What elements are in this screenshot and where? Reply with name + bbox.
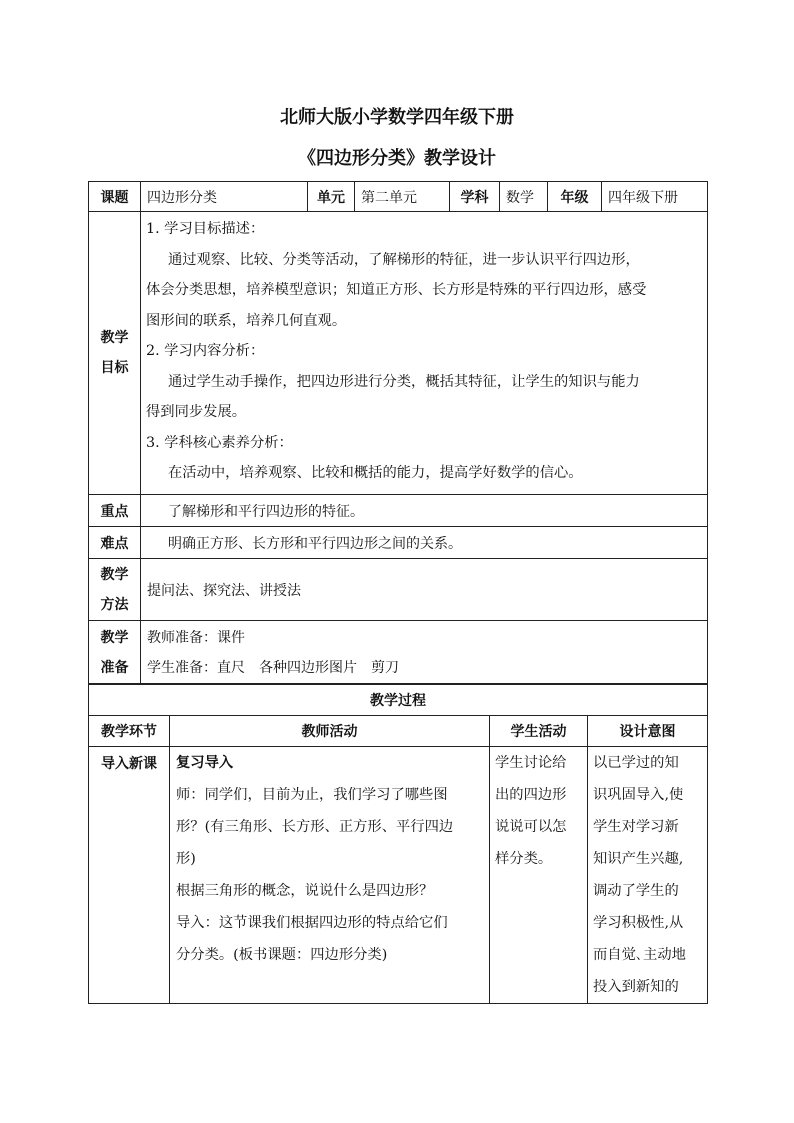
goals-label — [89, 212, 141, 495]
topic-label: 课题 — [89, 182, 141, 212]
intent-line: 学生对学习新 — [593, 819, 679, 835]
teacher-line: 形？(有三角形、长方形、正方形、平行四边 — [176, 819, 454, 835]
method-value: 提问法、探究法、讲授法 — [141, 559, 708, 621]
key-point-value: 了解梯形和平行四边形的特征。 — [141, 495, 708, 527]
student-line: 出的四边形 — [495, 787, 567, 803]
goal-line: 在活动中，培养观察、比较和概括的能力，提高学好数学的信心。 — [168, 465, 583, 481]
student-activity-cell — [490, 747, 588, 1004]
goal-line: 1. 学习目标描述： — [146, 221, 265, 237]
teacher-line: 形) — [176, 851, 196, 867]
intent-line: 而自觉､主动地 — [593, 947, 686, 963]
goals-label-line1: 教学 — [100, 330, 129, 346]
intent-line: 以已学过的知 — [593, 755, 679, 771]
stage-cell: 导入新课 — [89, 747, 170, 1004]
prep-student: 学生准备：直尺 各种四边形图片 剪刀 — [147, 659, 399, 676]
col-teacher-activity: 教师活动 — [170, 716, 490, 747]
process-table — [88, 683, 708, 1004]
goal-line: 通过学生动手操作，把四边形进行分类，概括其特征，让学生的知识与能力 — [168, 373, 640, 390]
prep-label — [89, 621, 141, 685]
intent-line: 学习积极性,从 — [593, 915, 684, 931]
goal-line: 得到同步发展。 — [146, 404, 247, 420]
teacher-line: 分分类。(板书课题：四边形分类) — [176, 947, 388, 963]
grade-value: 四年级下册 — [602, 182, 708, 212]
intent-line: 知识产生兴趣, — [593, 851, 684, 867]
goal-line: 3. 学科核心素养分析： — [146, 434, 293, 451]
grade-label: 年级 — [548, 182, 602, 212]
method-label-line2: 方法 — [100, 596, 129, 613]
info-table — [88, 181, 708, 685]
subject-value: 数学 — [500, 182, 548, 212]
col-student-activity: 学生活动 — [490, 716, 588, 747]
difficulty-value: 明确正方形、长方形和平行四边形之间的关系。 — [141, 527, 708, 559]
goal-line: 通过观察、比较、分类等活动，了解梯形的特征，进一步认识平行四边形， — [168, 251, 640, 268]
student-line: 说说可以怎 — [495, 819, 567, 835]
prep-label-line2: 准备 — [100, 659, 129, 676]
intent-line: 识巩固导入,使 — [593, 787, 684, 803]
method-label-line1: 教学 — [100, 566, 129, 583]
intent-line: 调动了学生的 — [593, 883, 679, 899]
subject-label: 学科 — [450, 182, 500, 212]
process-title: 教学过程 — [89, 684, 708, 716]
student-line: 学生讨论给 — [495, 755, 567, 771]
prep-label-line1: 教学 — [100, 629, 129, 646]
unit-label: 单元 — [308, 182, 355, 212]
document-subtitle: 《四边形分类》教学设计 — [298, 148, 496, 169]
document-title: 北师大版小学数学四年级下册 — [280, 107, 514, 128]
table-row — [89, 747, 708, 1004]
col-stage: 教学环节 — [89, 716, 170, 747]
intent-line: 投入到新知的 — [593, 979, 679, 995]
teacher-activity-cell — [170, 747, 490, 1004]
teacher-line: 导入：这节课我们根据四边形的特点给它们 — [176, 915, 448, 931]
col-design-intent: 设计意图 — [588, 716, 708, 747]
prep-teacher: 教师准备：课件 — [147, 629, 245, 646]
teacher-line: 师：同学们，目前为止，我们学习了哪些图 — [176, 787, 448, 803]
goal-line: 体会分类思想，培养模型意识；知道正方形、长方形是特殊的平行四边形，感受 — [146, 282, 647, 298]
difficulty-label: 难点 — [89, 527, 141, 559]
teacher-heading: 复习导入 — [176, 755, 234, 771]
prep-value — [141, 621, 708, 685]
goal-line: 图形间的联系，培养几何直观。 — [146, 312, 347, 329]
goals-label-line2: 目标 — [100, 360, 129, 376]
goals-content — [141, 212, 708, 495]
key-point-label: 重点 — [89, 495, 141, 527]
teacher-line: 根据三角形的概念，说说什么是四边形？ — [176, 883, 434, 899]
student-line: 样分类。 — [495, 851, 553, 867]
unit-value: 第二单元 — [355, 182, 450, 212]
goal-line: 2. 学习内容分析： — [146, 343, 265, 359]
topic-value: 四边形分类 — [141, 182, 308, 212]
design-intent-cell — [588, 747, 708, 1004]
method-label — [89, 559, 141, 621]
